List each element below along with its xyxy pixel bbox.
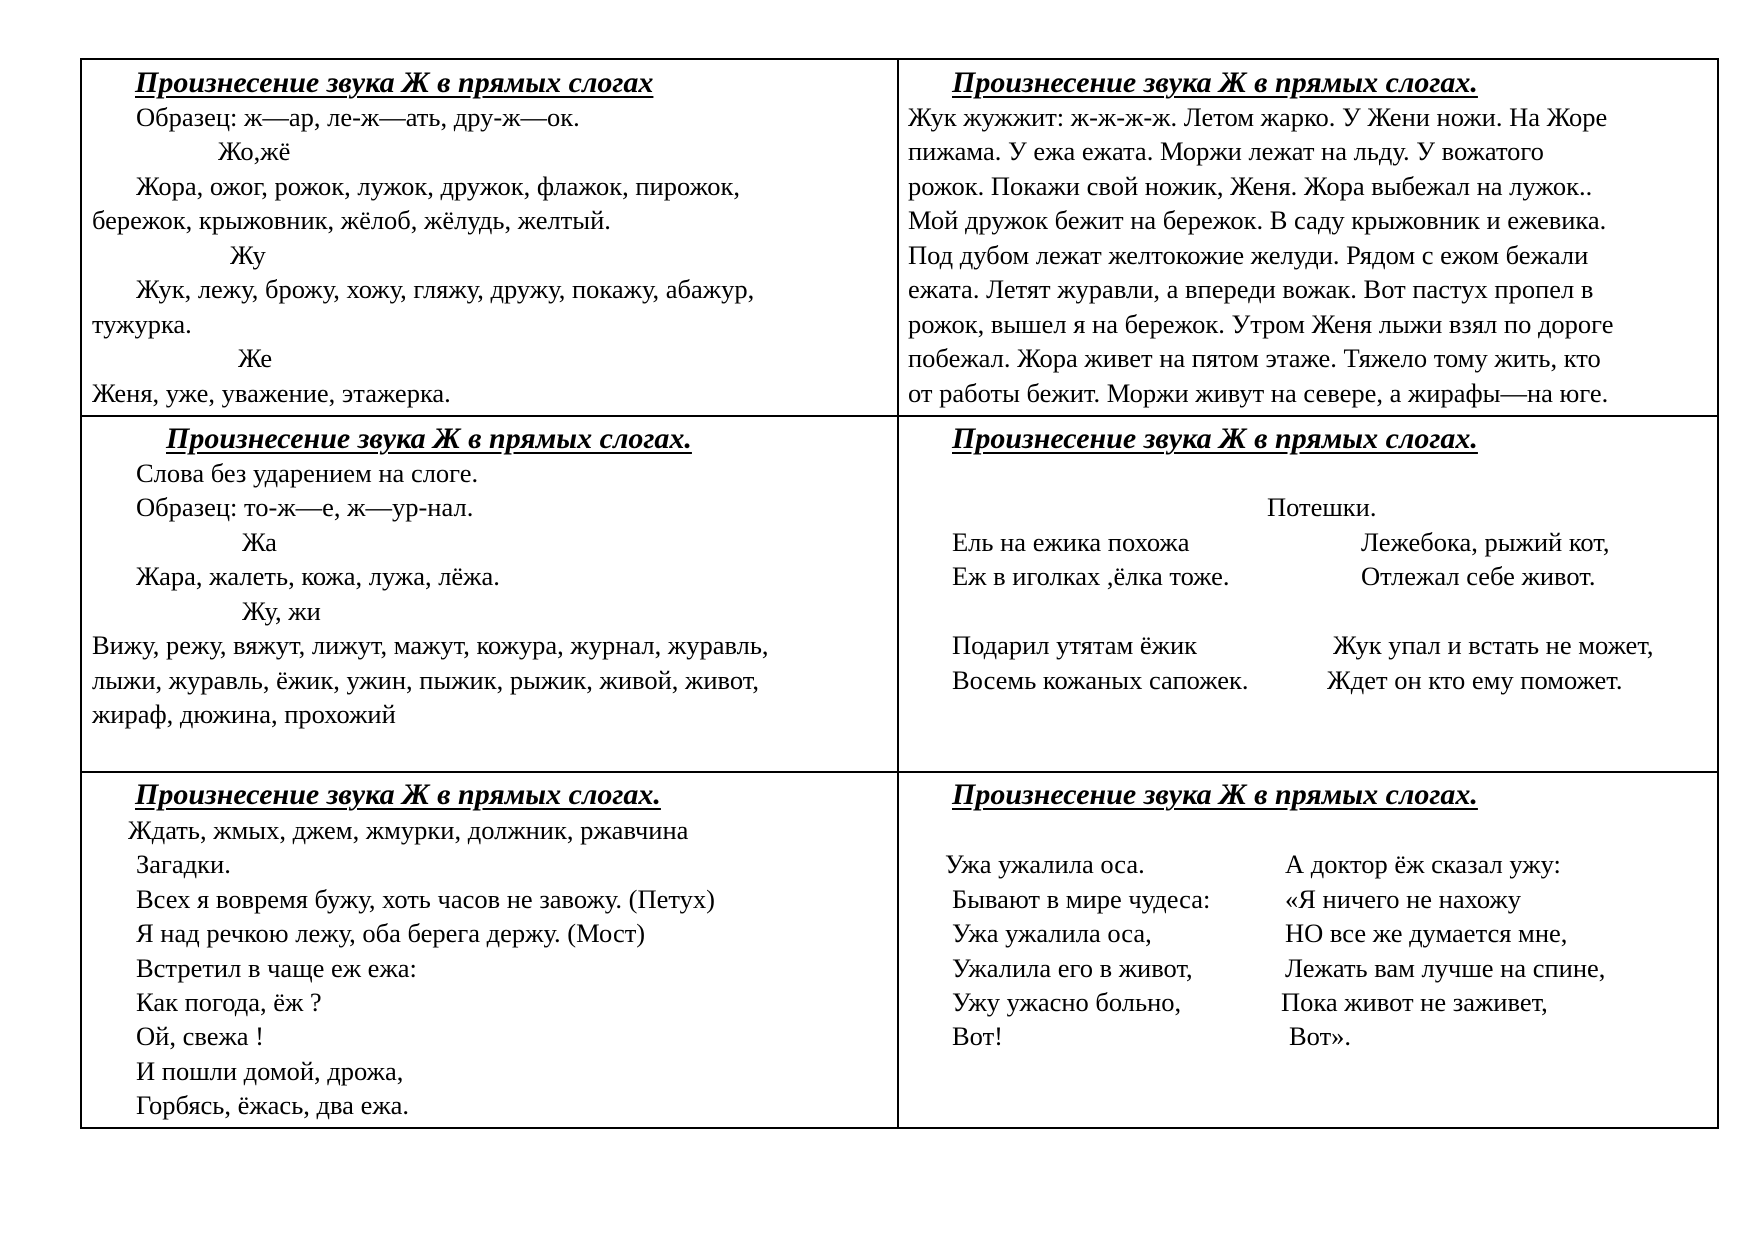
cell-title: Произнесение звука Ж в прямых слогах. [952,778,1478,811]
cell-title: Произнесение звука Ж в прямых слогах [135,66,654,99]
text-line: Женя, уже, уважение, этажерка. [92,378,451,408]
table-border-middle [897,58,899,1129]
text-line: Образец: ж—ар, ле-ж—ать, дру-ж—ок. [136,102,580,132]
text-line: рожок, вышел я на бережок. Утром Женя лыжи взял по дороге [908,309,1614,339]
poem-line: Ужа ужалила оса, [952,918,1152,948]
text-line: Мой дружок бежит на бережок. В саду крыжовник и ежевика. [908,205,1607,235]
poem-line: Восемь кожаных сапожек. [952,665,1249,695]
text-line: от работы бежит. Моржи живут на севере, а жирафы—на юге. [908,378,1609,408]
text-line: Горбясь, ёжась, два ежа. [136,1090,410,1120]
text-line: Встретил в чаще еж ежа: [136,953,417,983]
text-line: жираф, дюжина, прохожий [92,699,396,729]
poem-line: Еж в иголках ,ёлка тоже. [952,561,1230,591]
text-line: Как погода, ёж ? [136,987,322,1017]
text-line: рожок. Покажи свой ножик, Женя. Жора выбежал на лужок.. [908,171,1593,201]
text-line: И пошли домой, дрожа, [136,1056,404,1086]
poem-line: Лежать вам лучше на спине, [1285,953,1606,983]
poem-line: «Я ничего не нахожу [1285,884,1521,914]
table-border-bottom [80,1127,1719,1129]
text-line: Слова без ударением на слоге. [136,458,479,488]
table-border-row1 [80,415,1719,417]
poem-line: А доктор ёж сказал ужу: [1285,849,1561,879]
table-border-right [1717,58,1719,1129]
poem-line: Отлежал себе живот. [1361,561,1596,591]
text-line: Под дубом лежат желтокожие желуди. Рядом с ежом бежали [908,240,1589,270]
text-line: ежата. Летят журавли, а впереди вожак. Вот пастух пропел в [908,274,1594,304]
poem-line: Жук упал и встать не может, [1333,630,1654,660]
text-line: Жу [230,240,266,270]
poem-line: Пока живот не заживет, [1281,987,1548,1017]
text-line: Образец: то-ж—е, ж—ур-нал. [136,492,474,522]
text-line: пижама. У ежа ежата. Моржи лежат на льду. У вожатого [908,136,1544,166]
text-line: тужурка. [92,309,192,339]
cell-title: Произнесение звука Ж в прямых слогах. [952,422,1478,455]
poem-line: Лежебока, рыжий кот, [1361,527,1610,557]
text-line: Жора, ожог, рожок, лужок, дружок, флажок, пирожок, [136,171,740,201]
table-border-top [80,58,1719,60]
poem-line: Вот! [952,1021,1003,1051]
text-line: Же [238,343,273,373]
poem-line: Ужа ужалила оса. [945,849,1145,879]
cell-title: Произнесение звука Ж в прямых слогах. [135,778,661,811]
poem-line: Ужу ужасно больно, [952,987,1182,1017]
text-line: Всех я вовремя бужу, хоть часов не завожу. (Петух) [136,884,715,914]
cell-title: Произнесение звука Ж в прямых слогах. [166,422,692,455]
text-line: Жук жужжит: ж-ж-ж-ж. Летом жарко. У Жени ножи. На Жоре [908,102,1608,132]
text-line: Ой, свежа ! [136,1021,264,1051]
text-line: бережок, крыжовник, жёлоб, жёлудь, желтый. [92,205,611,235]
text-line: Я над речкою лежу, оба берега держу. (Мост) [136,918,646,948]
table-border-row2 [80,771,1719,773]
poem-heading: Потешки. [1267,492,1377,522]
text-line: Жук, лежу, брожу, хожу, гляжу, дружу, покажу, абажур, [136,274,755,304]
text-line: Вижу, режу, вяжут, лижут, мажут, кожура, журнал, журавль, [92,630,769,660]
text-line: лыжи, журавль, ёжик, ужин, пыжик, рыжик, живой, живот, [92,665,759,695]
text-line: побежал. Жора живет на пятом этаже. Тяжело тому жить, кто [908,343,1601,373]
text-line: Жо,жё [218,136,291,166]
text-line: Жара, жалеть, кожа, лужа, лёжа. [136,561,500,591]
poem-line: Бывают в мире чудеса: [952,884,1211,914]
poem-line: НО все же думается мне, [1285,918,1568,948]
table-border-left [80,58,82,1129]
text-line: Ждать, жмых, джем, жмурки, должник, ржавчина [128,815,689,845]
poem-line: Подарил утятам ёжик [952,630,1198,660]
poem-line: Вот». [1289,1021,1352,1051]
poem-line: Ждет он кто ему поможет. [1327,665,1623,695]
text-line: Жа [242,527,277,557]
cell-title: Произнесение звука Ж в прямых слогах. [952,66,1478,99]
poem-line: Ужалила его в живот, [952,953,1193,983]
poem-line: Ель на ежика похожа [952,527,1190,557]
text-line: Загадки. [136,849,231,879]
text-line: Жу, жи [242,596,321,626]
